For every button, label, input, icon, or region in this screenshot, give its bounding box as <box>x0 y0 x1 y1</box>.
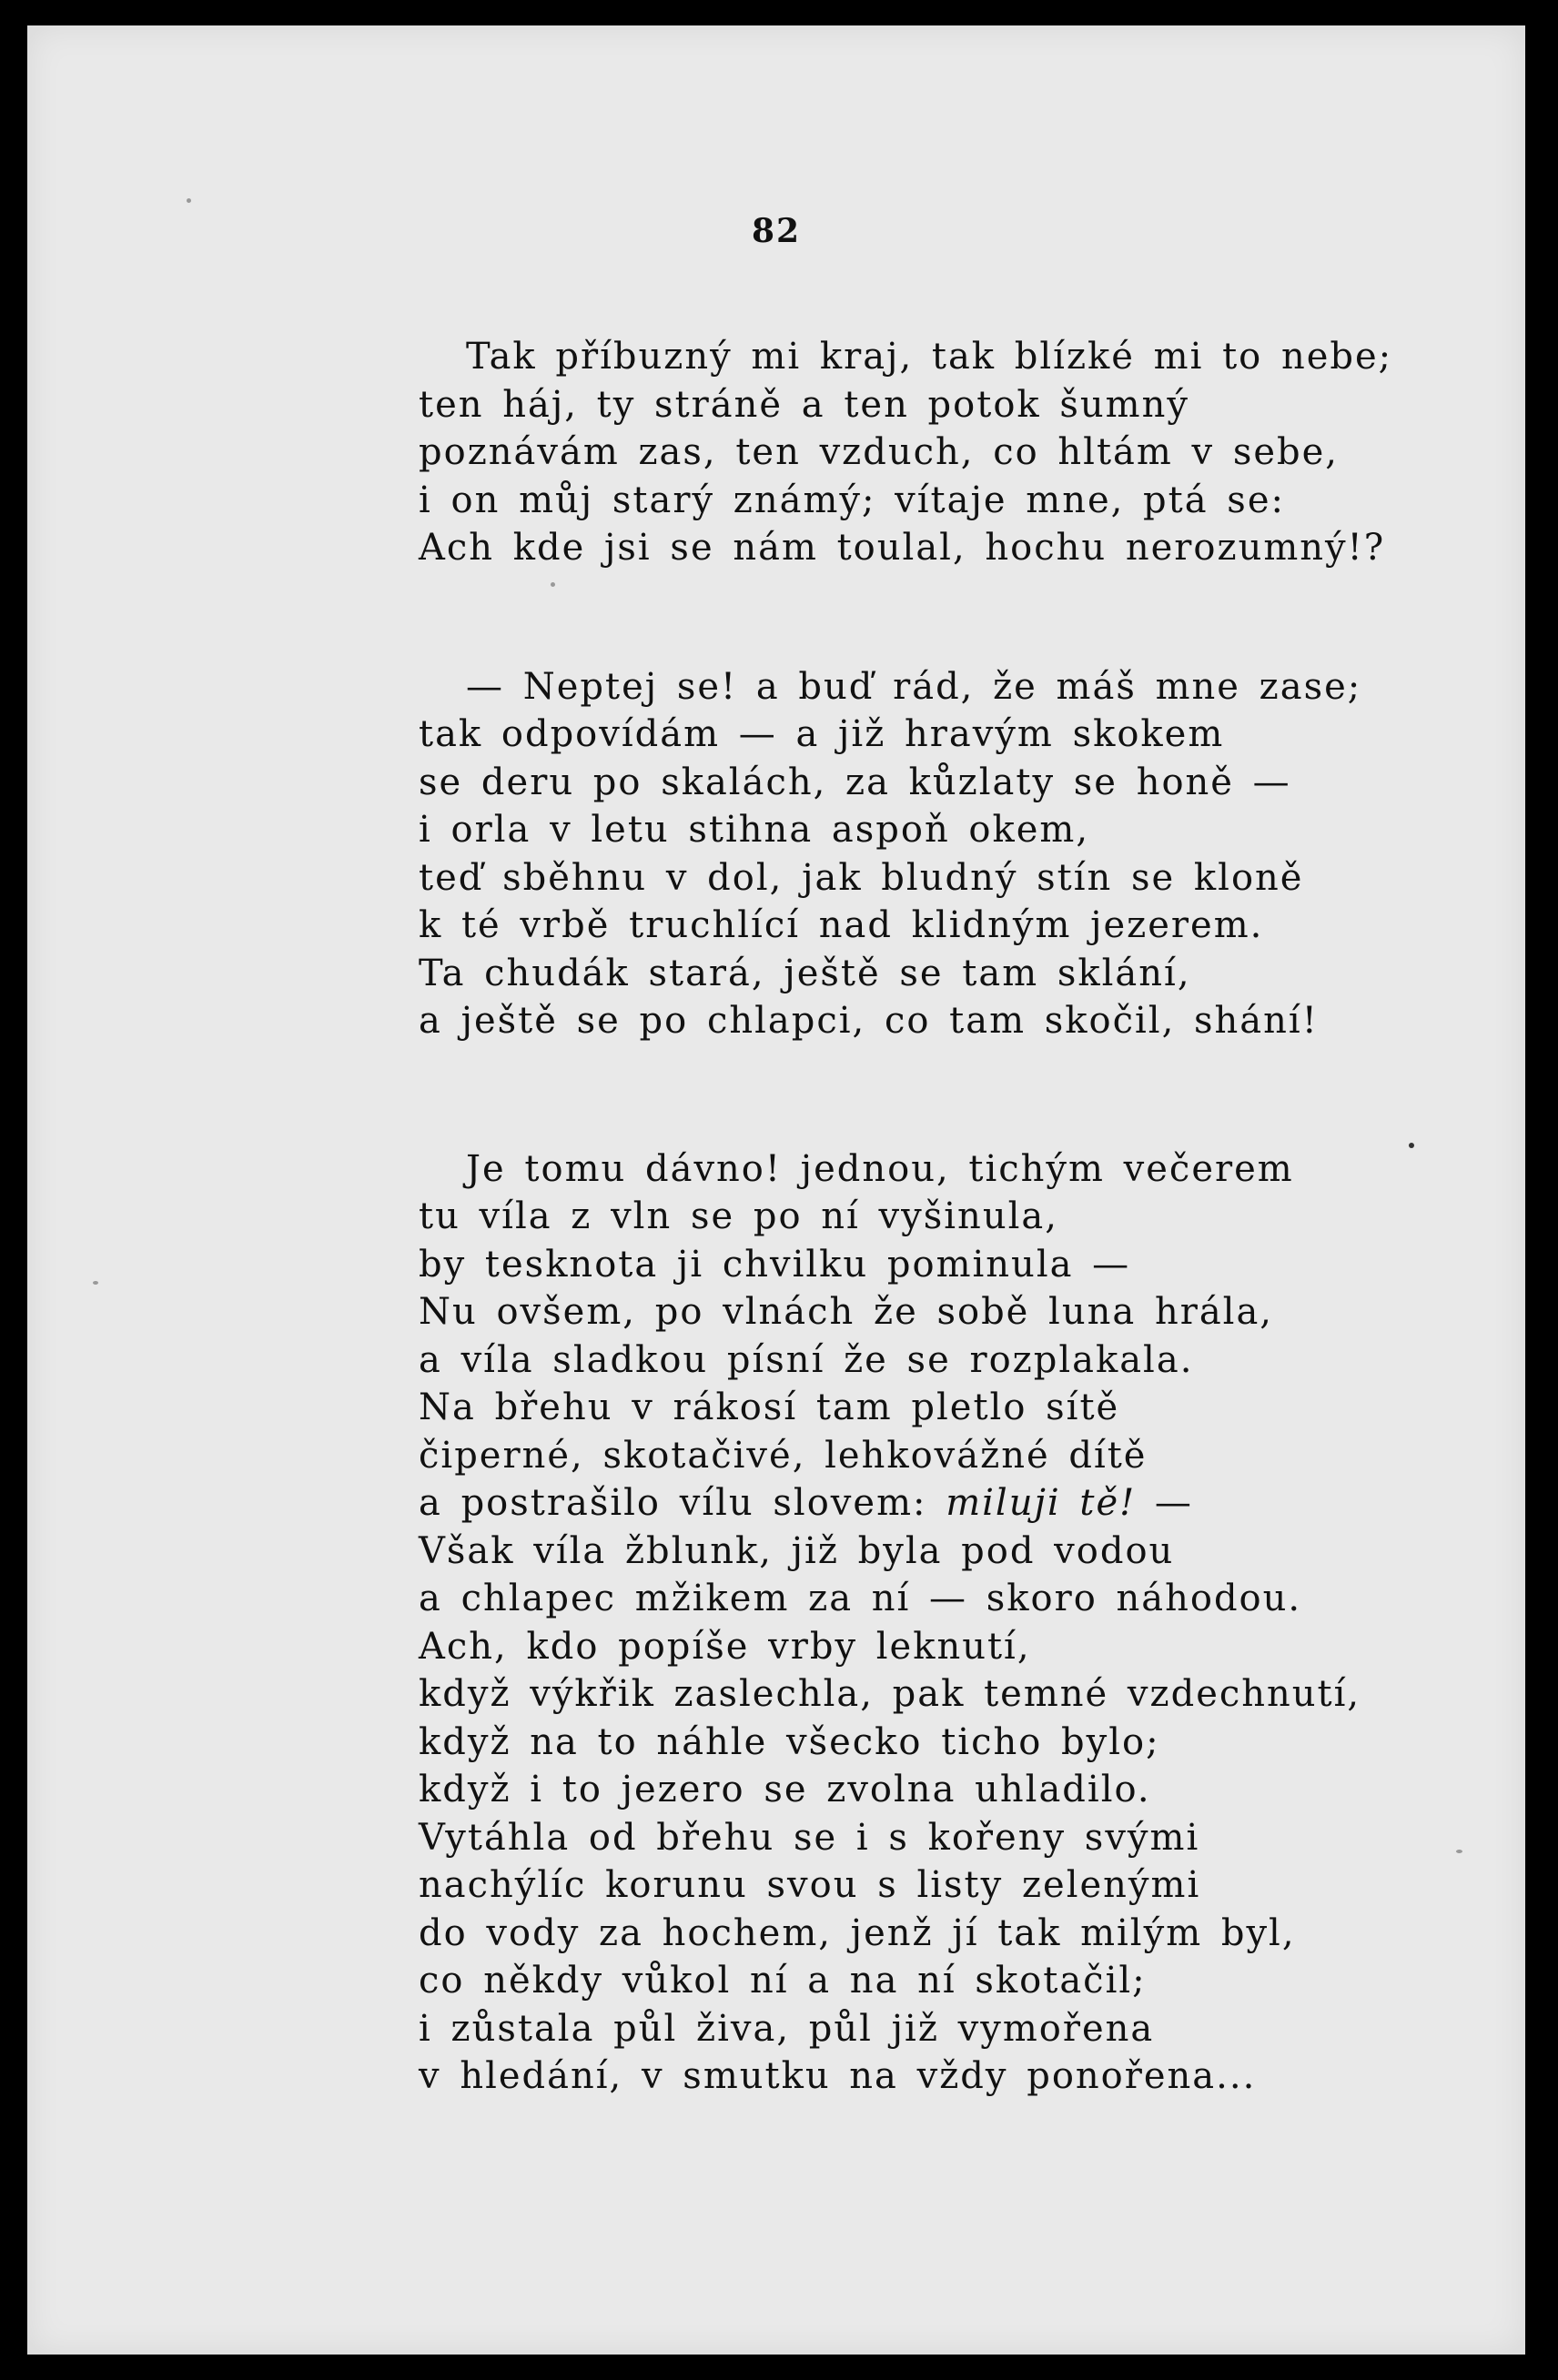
verse-line: co někdy vůkol ní a na ní skotačil; <box>419 1960 1147 2002</box>
paper-speck <box>187 198 191 203</box>
verse-line: čiperné, skotačivé, lehkovážné dítě <box>419 1434 1148 1477</box>
verse-line: teď sběhnu v dol, jak bludný stín se kloně <box>419 856 1304 899</box>
stanza-1 <box>419 333 1465 572</box>
verse-line: poznávám zas, ten vzduch, co hltám v sebe, <box>419 431 1340 473</box>
verse-line: Je tomu dávno! jednou, tichým večerem <box>466 1147 1294 1190</box>
book-page <box>27 25 1525 2355</box>
verse-line-start: a postrašilo vílu slovem: <box>419 1482 946 1524</box>
verse-line: když i to jezero se zvolna uhladilo. <box>419 1769 1151 1810</box>
stanza-2 <box>419 663 1465 1045</box>
verse-line: když na to náhle všecko ticho bylo; <box>419 1720 1160 1763</box>
verse-line: Nu ovšem, po vlnách že sobě luna hrála, <box>419 1291 1274 1333</box>
verse-line: a ještě se po chlapci, co tam skočil, shání! <box>419 1000 1319 1042</box>
page-number: 82 <box>751 212 802 250</box>
verse-line: Na břehu v rákosí tam pletlo sítě <box>419 1387 1120 1428</box>
poem-text <box>419 333 1465 2101</box>
verse-line: tu víla z vln se po ní vyšinula, <box>419 1195 1058 1237</box>
verse-line: i on můj starý známý; vítaje mne, ptá se: <box>419 479 1285 521</box>
verse-line <box>419 1479 1465 1528</box>
verse-line: a víla sladkou písní že se rozplakala. <box>419 1338 1194 1381</box>
emphasized-phrase: miluji tě! <box>946 1482 1137 1524</box>
verse-line: a chlapec mžikem za ní — skoro náhodou. <box>419 1578 1302 1619</box>
verse-line: ten háj, ty stráně a ten potok šumný <box>419 383 1189 426</box>
verse-line: v hledání, v smutku na vždy ponořena... <box>419 2055 1257 2097</box>
verse-line-end: — <box>1136 1482 1193 1524</box>
verse-line: Vytáhla od břehu se i s kořeny svými <box>419 1816 1200 1859</box>
verse-line: — Neptej se! a buď rád, že máš mne zase; <box>466 665 1362 708</box>
verse-line: Tak příbuzný mi kraj, tak blízké mi to nebe; <box>466 336 1393 378</box>
paper-speck <box>93 1281 98 1285</box>
verse-line: když výkřik zaslechla, pak temné vzdechnutí, <box>419 1673 1361 1715</box>
verse-line: Ach, kdo popíše vrby leknutí, <box>419 1625 1031 1668</box>
verse-line: Ta chudák stará, ještě se tam sklání, <box>419 952 1191 994</box>
verse-line: by tesknota ji chvilku pominula — <box>419 1243 1131 1286</box>
verse-line: i zůstala půl živa, půl již vymořena <box>419 2007 1155 2050</box>
verse-line: Ach kde jsi se nám toulal, hochu nerozumný!? <box>419 527 1386 569</box>
verse-line: Však víla žblunk, již byla pod vodou <box>419 1529 1175 1572</box>
verse-line: tak odpovídám — a již hravým skokem <box>419 713 1225 755</box>
verse-line: nachýlíc korunu svou s listy zelenými <box>419 1864 1201 1906</box>
stanza-3 <box>419 1145 1465 2101</box>
verse-line: i orla v letu stihna aspoň okem, <box>419 809 1090 851</box>
verse-line: se deru po skalách, za kůzlaty se honě — <box>419 761 1291 803</box>
verse-line: k té vrbě truchlící nad klidným jezerem. <box>419 904 1264 946</box>
verse-line: do vody za hochem, jenž jí tak milým byl, <box>419 1911 1296 1954</box>
